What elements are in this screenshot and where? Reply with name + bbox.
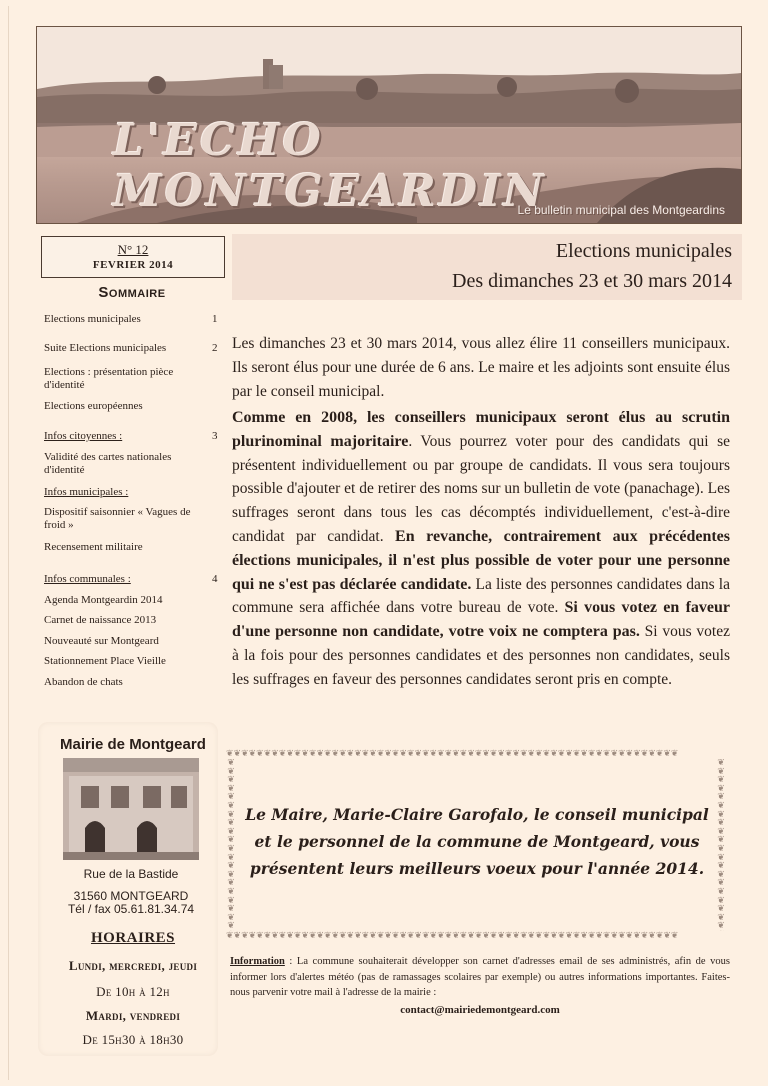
sommaire-title: Sommaire (98, 284, 166, 301)
toc-item[interactable]: Elections municipales (44, 313, 141, 325)
mairie-address (46, 868, 216, 916)
horaires-hours-2: De 15h30 à 18h30 (82, 1032, 184, 1047)
ornament-border-left-icon: ❦❦❦❦❦❦❦❦❦❦❦❦❦❦❦❦❦❦❦❦ (227, 759, 235, 931)
information-text: : La commune souhaiterait développer son carnet d'adresses email de ses administrés, afin de vous informer lors d'alertes météo (pas de ramassages scolaires par exemple) ou autres informations importantes. Faites-nous parvenir votre mail à l'adresse de la mairie : (230, 956, 730, 998)
toc-page-number: 2 (212, 342, 218, 354)
toc-item[interactable]: Elections : présentation pièce d'identité (44, 366, 174, 391)
toc-item[interactable]: Recensement militaire (44, 541, 143, 553)
toc-item[interactable]: Agenda Montgeardin 2014 (44, 594, 163, 606)
bold-statement: En revanche, contrairement aux précédentes élections municipales, il n'est plus possible de voter pour une personne qui ne s'est pas déclarée candidate. (232, 527, 731, 593)
toc-page-number: 1 (212, 313, 218, 325)
building-illustration (63, 758, 199, 860)
mairie-title: Mairie de Montgeard (60, 736, 206, 753)
toc-item[interactable]: Dispositif saisonnier « Vagues de froid » (44, 506, 191, 531)
toc-item[interactable]: Abandon de chats (44, 676, 123, 688)
horaires-title: HORAIRES (90, 930, 176, 946)
paragraph-text: La liste des personnes candidates dans la commune sera affichée dans votre bureau de vote. (232, 575, 730, 617)
address-street: Rue de la Bastide (83, 867, 179, 881)
contact-email-link[interactable]: contact@mairiedemontgeard.com (400, 1004, 560, 1016)
toc-item[interactable]: Stationnement Place Vieille (44, 655, 166, 667)
issue-number: N° 12 (117, 242, 149, 257)
ornament-border-bottom-icon: ❦❦❦❦❦❦❦❦❦❦❦❦❦❦❦❦❦❦❦❦❦❦❦❦❦❦❦❦❦❦❦❦❦❦❦❦❦❦❦❦❦❦❦❦❦❦❦❦❦❦❦❦❦❦❦❦❦❦❦❦ (226, 931, 679, 941)
bold-statement: Si vous votez en faveur d'une personne non candidate, votre voix ne comptera pas. (232, 599, 730, 641)
bold-statement: Comme en 2008, les conseillers municipaux seront élus au scrutin plurinominal majoritaire (232, 409, 730, 450)
paragraph-text: Si vous votez à la fois pour des personnes candidates et des personnes non candidates, seuls les suffrages en faveur des personnes candidates seront pris en compte. (232, 623, 730, 688)
greetings-box (226, 749, 726, 941)
toc-section-heading[interactable]: Infos citoyennes : (44, 430, 123, 442)
ornament-border-top-icon: ❦❦❦❦❦❦❦❦❦❦❦❦❦❦❦❦❦❦❦❦❦❦❦❦❦❦❦❦❦❦❦❦❦❦❦❦❦❦❦❦❦❦❦❦❦❦❦❦❦❦❦❦❦❦❦❦❦❦❦❦ (226, 749, 679, 759)
article-subheadline: Des dimanches 23 et 30 mars 2014 (452, 270, 732, 292)
paragraph-text: . Vous pourrez voter pour des candidats qui se présentent individuellement ou par groupe de candidats. Il vous sera toujours possible d'ajouter et de retirer des noms sur un bulletin de vote (panachage). Les suffrages seront dans tous les cas décomptés individuellement, c'est-à-dire candidat par candidat. (232, 432, 731, 545)
address-phone: Tél / fax 05.61.81.34.74 (67, 902, 195, 916)
toc-item[interactable]: Validité des cartes nationales d'identité (44, 451, 172, 476)
toc-item[interactable]: Suite Elections municipales (44, 342, 167, 354)
toc-section-heading[interactable]: Infos municipales : (44, 486, 129, 498)
masthead-banner (36, 26, 742, 224)
toc-item[interactable]: Nouveauté sur Montgeard (44, 635, 159, 647)
ornament-border-right-icon: ❦❦❦❦❦❦❦❦❦❦❦❦❦❦❦❦❦❦❦❦ (717, 759, 725, 931)
issue-date: FEVRIER 2014 (92, 259, 174, 271)
issue-box (41, 236, 225, 278)
information-label: Information (230, 956, 285, 967)
greetings-text: Le Maire, Marie-Claire Garofalo, le conseil municipal et le personnel de la commune de Montgeard, vous présentent leurs meilleurs voeux pour l'année 2014. (245, 805, 709, 878)
toc-item[interactable]: Carnet de naissance 2013 (44, 614, 157, 626)
article-paragraph-1: Les dimanches 23 et 30 mars 2014, vous allez élire 11 conseillers municipaux. Ils seront élus pour une durée de 6 ans. Le maire et les adjoints sont ensuite élus par le conseil municipal. (232, 335, 730, 400)
horaires-days-2: Mardi, vendredi (85, 1008, 181, 1023)
article-paragraph-2 (232, 406, 730, 692)
article-headline: Elections municipales (555, 240, 732, 262)
toc-page-number: 4 (212, 573, 218, 585)
information-notice (230, 954, 730, 1001)
masthead-title: L'ECHO MONTGEARDIN (113, 115, 547, 217)
toc-page-number: 3 (212, 430, 218, 442)
masthead-subtitle: Le bulletin municipal des Montgeardins (517, 203, 725, 217)
toc-item[interactable]: Elections européennes (44, 400, 143, 412)
address-city: 31560 MONTGEARD (73, 889, 189, 903)
horaires-hours-1: De 10h à 12h (96, 984, 170, 999)
toc-section-heading[interactable]: Infos communales : (44, 573, 131, 585)
horaires-days-1: Lundi, mercredi, jeudi (68, 958, 198, 973)
mairie-building-photo (63, 758, 199, 860)
